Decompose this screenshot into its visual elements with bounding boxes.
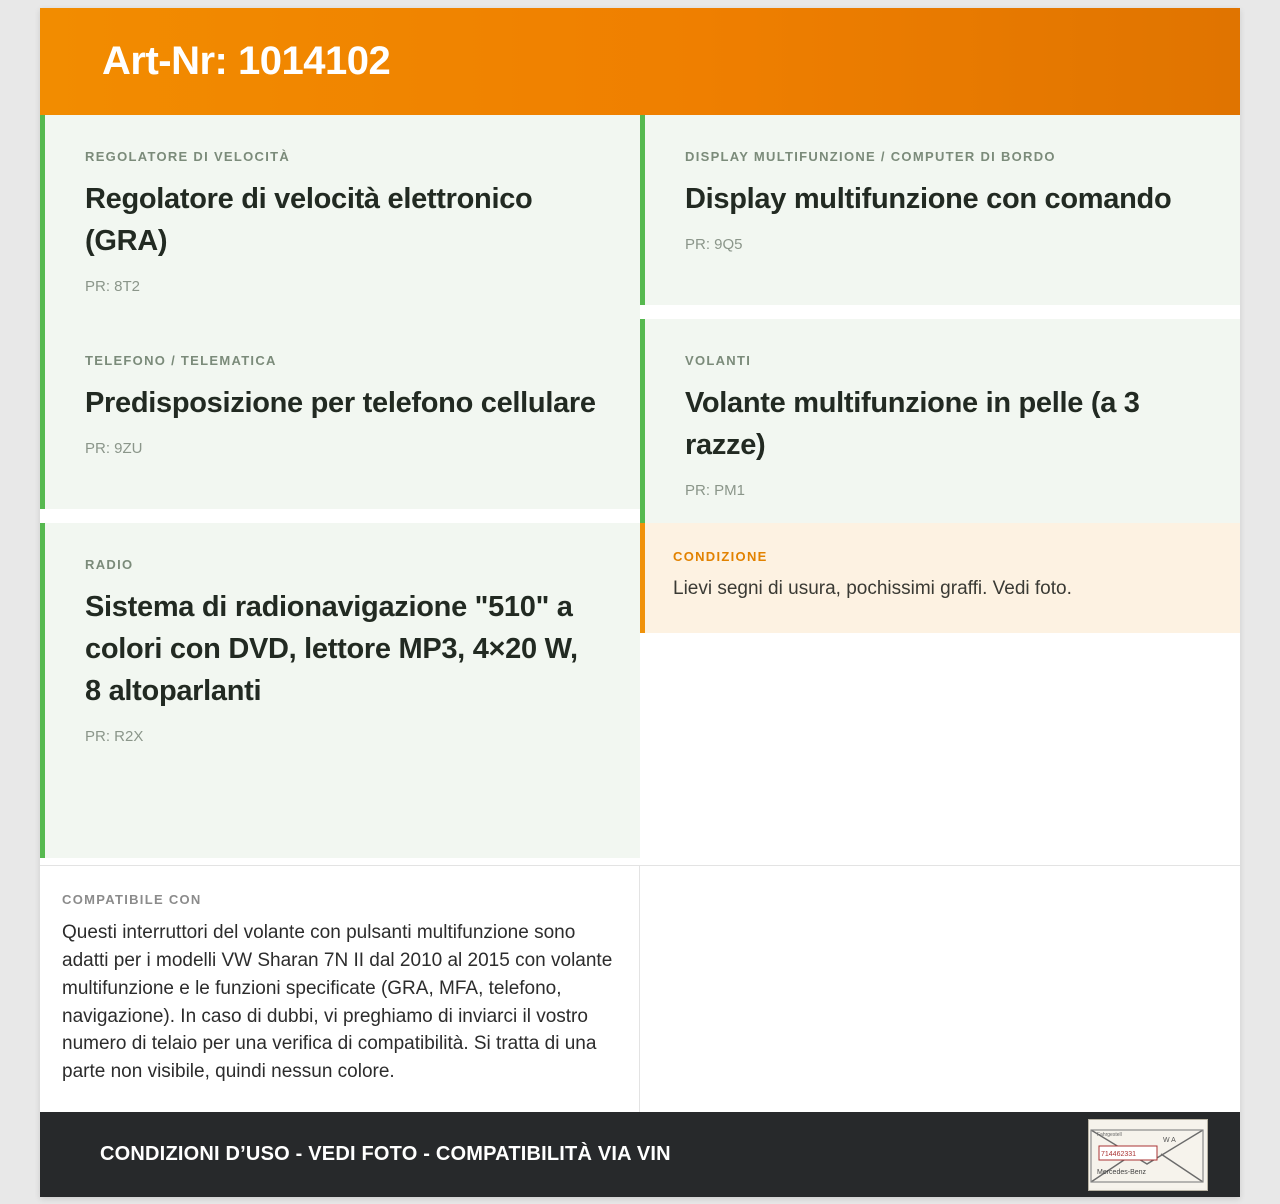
feature-card-gra	[40, 115, 640, 319]
feature-title: Regolatore di velocità elettronico (GRA)	[85, 183, 533, 258]
footer-text: CONDIZIONI D’USO - VEDI FOTO - COMPATIBILITÀ VIA VIN	[100, 1143, 671, 1166]
compatibility-text: Questi interruttori del volante con pulsanti multifunzione sono adatti per i modelli VW Sharan 7N II dal 2010 al 2015 con volante multifunzione e le funzioni specificate (GRA, MFA, telefono, navigazione). In caso di dubbi, vi preghiamo di inviarci il vostro numero di telaio per una verifica di compatibilità. Si tratta di una parte non visibile, quindi nessun colore.	[62, 921, 613, 1083]
feature-title: Sistema di radionavigazione "510" a colori con DVD, lettore MP3, 4×20 W, 8 altoparlanti	[85, 591, 578, 708]
svg-text:Mercedes-Benz: Mercedes-Benz	[1097, 1169, 1147, 1177]
feature-cell	[40, 115, 640, 319]
condition-card	[640, 523, 1240, 633]
footer-bar	[40, 1112, 1240, 1197]
feature-card-radio	[40, 523, 640, 858]
condition-cell	[640, 523, 1240, 865]
feature-category: DISPLAY MULTIFUNZIONE / COMPUTER DI BORDO	[685, 149, 1056, 164]
feature-cell	[40, 319, 640, 523]
page-title: Art-Nr: 1014102	[102, 39, 391, 83]
feature-category: TELEFONO / TELEMATICA	[85, 353, 277, 369]
feature-cell	[640, 319, 1240, 523]
svg-text:Fahrgestell: Fahrgestell	[1097, 1132, 1122, 1139]
feature-title: Volante multifunzione in pelle (a 3 razze)	[685, 387, 1140, 462]
feature-category: RADIO	[85, 557, 134, 573]
compatibility-label: COMPATIBILE CON	[62, 891, 202, 907]
feature-pr-code: PR: R2X	[85, 728, 144, 746]
features-grid	[40, 115, 1240, 865]
feature-cell	[640, 115, 1240, 319]
compatibility-card	[40, 866, 640, 1113]
feature-pr-code: PR: 9ZU	[85, 440, 143, 458]
feature-cell	[40, 523, 640, 865]
feature-card-display	[640, 115, 1240, 305]
feature-pr-code: PR: 8T2	[85, 278, 141, 296]
feature-title: Display multifunzione con comando	[685, 183, 1172, 215]
condition-text: Lievi segni di usura, pochissimi graffi. Vedi foto.	[673, 578, 1072, 600]
postage-stamp-icon	[1088, 1119, 1208, 1191]
header-bar	[40, 8, 1240, 115]
svg-text:714462331: 714462331	[1101, 1151, 1137, 1159]
feature-pr-code: PR: PM1	[685, 482, 746, 500]
condition-label: CONDIZIONE	[673, 549, 768, 565]
feature-pr-code: PR: 9Q5	[685, 236, 743, 254]
svg-text:W A: W A	[1163, 1137, 1176, 1145]
feature-category: VOLANTI	[685, 353, 752, 369]
feature-card-telefono	[40, 319, 640, 509]
feature-card-volanti	[640, 319, 1240, 523]
product-sheet	[40, 8, 1240, 1197]
feature-title: Predisposizione per telefono cellulare	[85, 387, 596, 420]
feature-category: REGOLATORE DI VELOCITÀ	[85, 149, 291, 164]
condition-filler	[640, 633, 1240, 865]
compatibility-empty-column	[640, 866, 1240, 1113]
compatibility-row	[40, 865, 1240, 1113]
